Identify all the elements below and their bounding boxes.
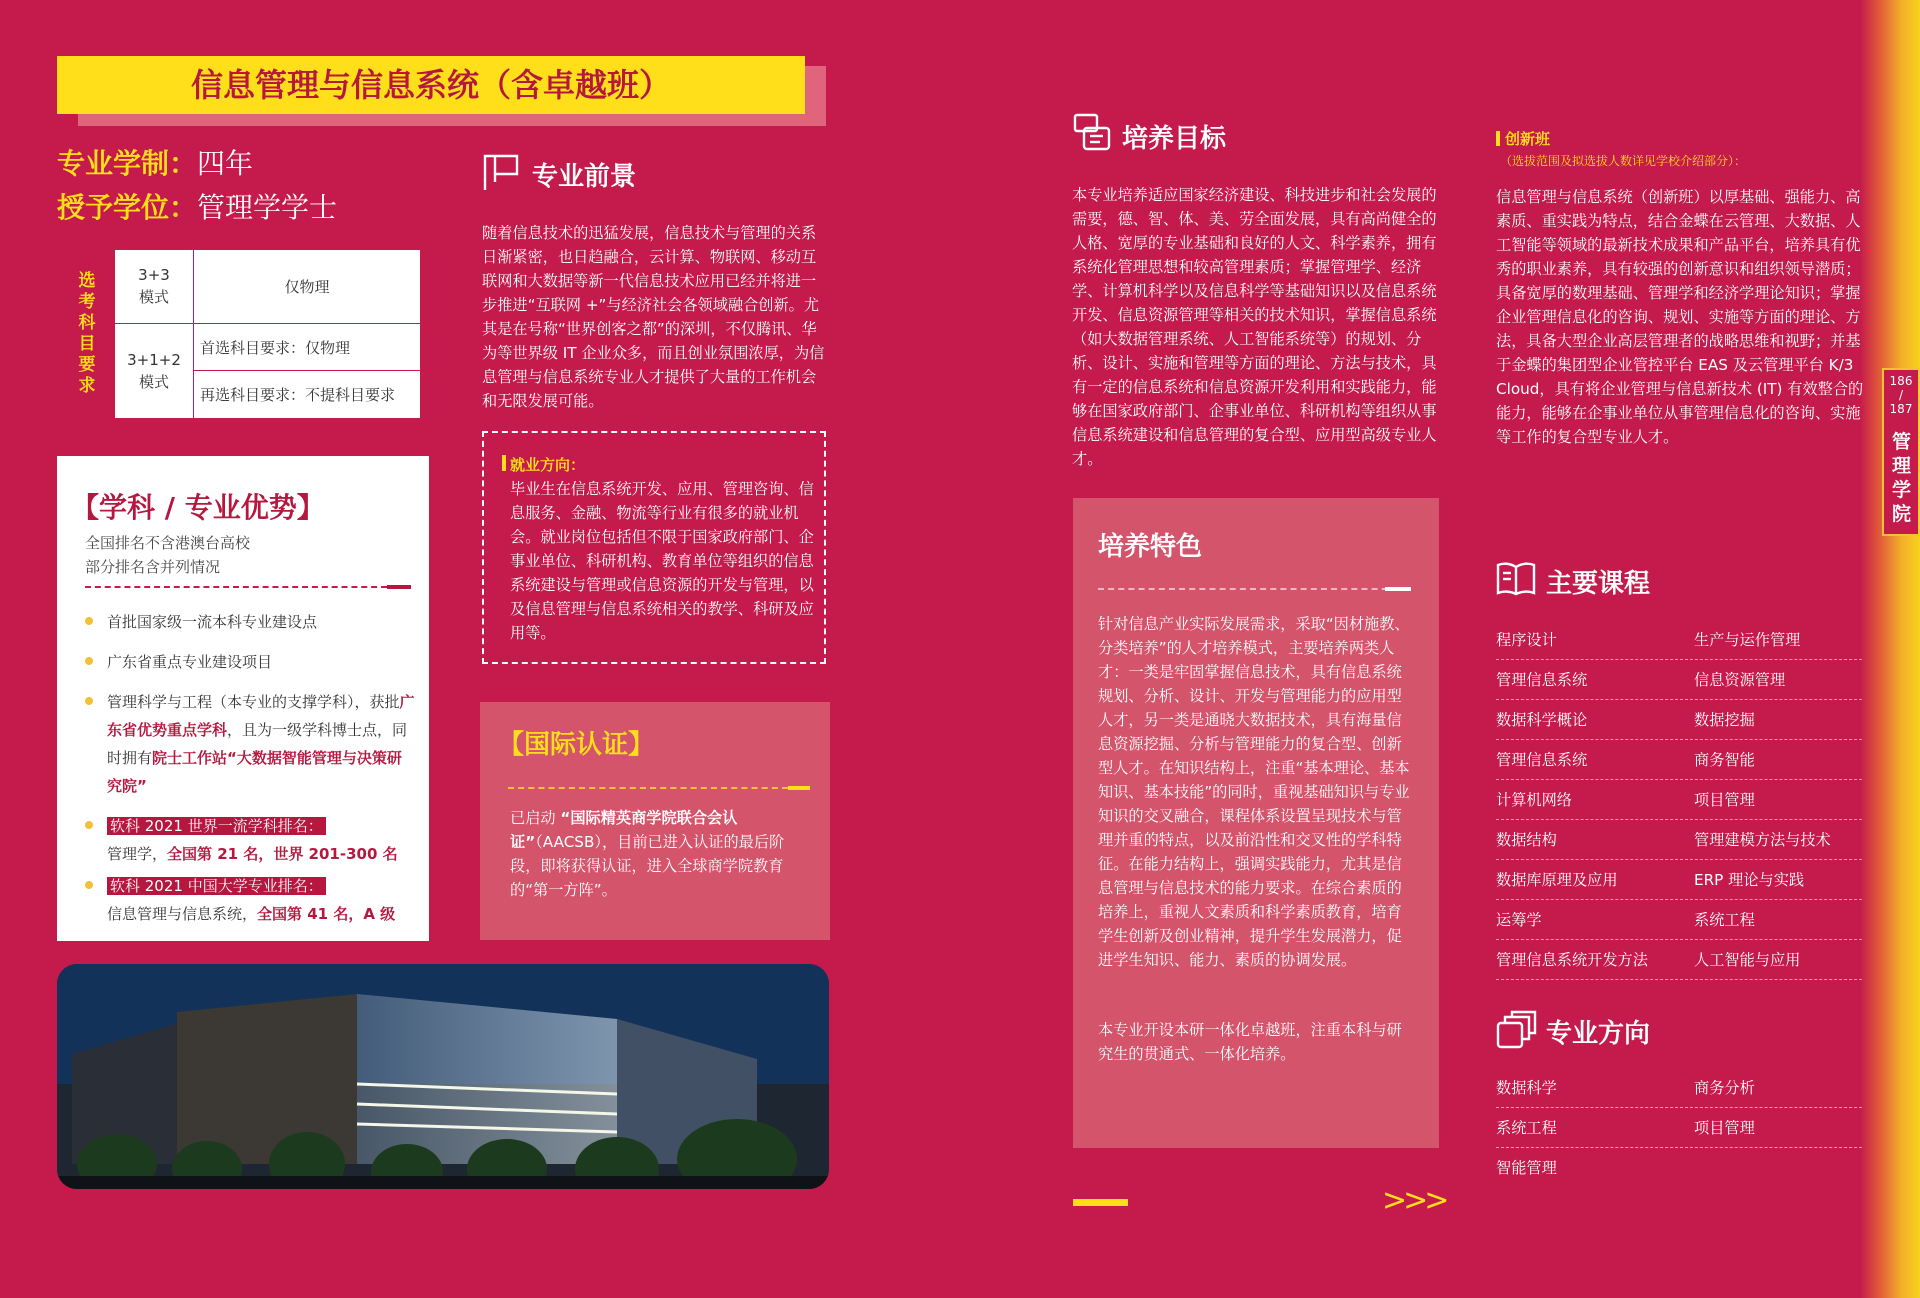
college-name: 管理学院	[1892, 431, 1912, 525]
ranking-china-value: 全国第 41 名，A 级	[257, 905, 396, 923]
course-item: 商务智能	[1694, 751, 1755, 769]
list-item	[85, 872, 415, 928]
features-heading: 培养特色	[1098, 532, 1203, 562]
employment-body: 毕业生在信息系统开发、应用、管理咨询、信息服务、金融、物流等行业有很多的就业机会。就业岗位包括但不限于国家政府部门、企事业单位、科研机构、教育单位等组织的信息系统建设与管理或信息资源的开发与管理，以及信息管理与信息系统相关的教学、科研及应用等。	[510, 480, 814, 642]
course-item: 数据科学概论	[1496, 711, 1588, 729]
advantage-3d: 院士工作站	[152, 749, 228, 767]
next-arrows-icon[interactable]: >>>	[1382, 1183, 1446, 1218]
goal-heading: 培养目标	[1122, 124, 1227, 154]
course-item: 数据库原理及应用	[1496, 871, 1618, 889]
table-row	[1496, 780, 1862, 820]
list-item	[85, 608, 415, 636]
page-title: 信息管理与信息系统（含卓越班）	[57, 56, 805, 114]
course-item: 数据结构	[1496, 831, 1557, 849]
advantages-subnote-2: 部分排名含并列情况	[85, 558, 221, 576]
innovation-body: 信息管理与信息系统（创新班）以厚基础、强能力、高素质、重实践为特点，结合金蝶在云管理、大数据、人工智能等领域的最新技术成果和产品平台，培养具有优秀的职业素养，具有较强的创新意识和组织领导潜质；具备宽厚的数理基础、管理学和经济学理论知识；掌握企业管理信息化的咨询、规划、实施等方面的理论、方法，具备大型企业高层管理者的战略思维和视野；并基于金蝶的集团型企业管控平台 EAS 及云管理平台 K/3 Cloud，具有将企业管理与信息新技术 (IT) 有效整合的能力，能够在企事业单位从事管理信息化的咨询、实施等工作的复合型专业人才。	[1496, 188, 1864, 446]
course-item: 运筹学	[1496, 911, 1542, 929]
subject-requirement-table	[57, 247, 423, 421]
list-item	[85, 648, 415, 676]
list-item	[85, 812, 415, 868]
features-body-1: 针对信息产业实际发展需求，采取“因材施教、分类培养”的人才培养模式，主要培养两类人才：一类是牢固掌握信息技术，具有信息系统规划、分析、设计、开发与管理能力的应用型人才，另一类是通晓大数据技术，具有海量信息资源挖掘、分析与管理能力的复合型、创新型人才。在知识结构上，注重“基本理论、基本知识、基本技能”的同时，重视基础知识与专业知识的交叉融合，课程体系设置呈现技术与管理并重的特点，以及前沿性和交叉性的学科特征。在能力结构上，强调实践能力，尤其是信息管理与信息技术的能力要求。在综合素质的培养上，重视人文素质和科学素质教育，培育学生创新及创业精神，提升学生发展潜力，促进学生知识、能力、素质的协调发展。	[1098, 615, 1410, 969]
advantage-3e: “大数据智能管理与决策研究院”	[107, 749, 402, 795]
advantage-3a: 管理科学与工程（本专业的支撑学科），获批	[107, 693, 400, 711]
advantages-list	[85, 608, 415, 940]
degree-line	[57, 186, 337, 226]
table-row	[1496, 700, 1862, 740]
course-item: 项目管理	[1694, 1119, 1755, 1137]
innovation-note: （选拔范围及拟选拔人数详见学校介绍部分）：	[1500, 154, 1747, 168]
divider-end	[1385, 587, 1411, 591]
intl-body	[510, 806, 812, 902]
book-icon	[1495, 559, 1537, 597]
course-item: 项目管理	[1694, 791, 1755, 809]
table-header-text: 选考科目要求	[78, 271, 96, 396]
layers-icon	[1495, 1009, 1537, 1049]
table-row	[1496, 740, 1862, 780]
goal-body: 本专业培养适应国家经济建设、科技进步和社会发展的需要，德、智、体、美、劳全面发展，具有高尚健全的人格、宽厚的专业基础和良好的人文、科学素养，拥有系统化管理思想和较高管理素质；掌握管理学、经济学、计算机科学以及信息科学等基础知识以及信息系统开发、信息资源管理等相关的技术知识，掌握信息系统（如大数据管理系统、人工智能系统等）的规划、分析、设计、实施和管理等方面的理论、方法与技术，具有一定的信息系统和信息资源开发利用和实践能力，能够在国家政府部门、企事业单位、科研机构等组织从事信息系统建设和信息管理的复合型、应用型高级专业人才。	[1072, 186, 1437, 468]
advantage-3b: 广东省优势重点学科	[107, 693, 415, 739]
innovation-label: 创新班	[1505, 130, 1551, 148]
table-row	[1496, 620, 1862, 660]
accent-bar	[1073, 1199, 1128, 1206]
advantages-heading: 【学科 / 专业优势】	[71, 491, 325, 524]
international-cert-panel	[480, 702, 830, 940]
label-marker	[1496, 131, 1500, 146]
divider-end	[788, 786, 810, 790]
advantages-subnote	[85, 531, 250, 579]
intl-bold: “国际精英商学院联合会认证”	[510, 809, 738, 851]
course-item: 信息资源管理	[1694, 671, 1786, 689]
course-item: 生产与运作管理	[1694, 631, 1801, 649]
duration-line	[57, 142, 253, 182]
courses-heading: 主要课程	[1546, 569, 1651, 599]
intl-heading: 【国际认证】	[498, 730, 655, 760]
course-item: 管理建模方法与技术	[1694, 831, 1831, 849]
course-item: 系统工程	[1694, 911, 1755, 929]
flag-icon	[481, 152, 521, 192]
mode2-first-requirement: 首选科目要求：仅物理	[194, 323, 421, 371]
table-row	[1496, 1068, 1862, 1108]
label-marker	[502, 455, 506, 471]
course-item: 人工智能与应用	[1694, 951, 1801, 969]
directions-heading: 专业方向	[1546, 1019, 1651, 1049]
advantage-2: 广东省重点专业建设项目	[107, 653, 273, 671]
advantages-subnote-1: 全国排名不含港澳台高校	[85, 534, 251, 552]
mode1-requirement: 仅物理	[194, 250, 421, 324]
table-row	[1496, 1148, 1862, 1187]
advantage-3c: ，且为一级学科博士点，同时拥有	[107, 721, 408, 767]
features-panel	[1073, 498, 1439, 1148]
table-row	[1496, 660, 1862, 700]
intl-post: （AACSB），目前已进入认证的最后阶段，即将获得认证，进入全球商学院教育的“第一方阵”。	[510, 833, 785, 899]
courses-grid	[1496, 620, 1862, 980]
ranking-world-field: 管理学，	[107, 845, 168, 863]
course-item: 智能管理	[1496, 1159, 1557, 1177]
table-row	[1496, 1108, 1862, 1148]
course-item: 管理信息系统开发方法	[1496, 951, 1648, 969]
table-header-cell	[60, 250, 115, 419]
degree-label: 授予学位：	[57, 191, 198, 224]
divider	[85, 586, 387, 588]
divider	[508, 787, 788, 789]
ranking-world-label: 软科 2021 世界一流学科排名：	[107, 817, 326, 835]
advantages-panel	[57, 456, 429, 941]
mode1-cell: 3+3 模式	[115, 250, 194, 324]
page-numbers: 186 / 187	[1889, 374, 1913, 416]
page-edge-gradient	[1860, 0, 1920, 1298]
course-item: 管理信息系统	[1496, 671, 1588, 689]
course-item: 系统工程	[1496, 1119, 1557, 1137]
intl-pre: 已启动	[510, 809, 561, 827]
table-row	[1496, 900, 1862, 940]
advantage-1: 首批国家级一流本科专业建设点	[107, 613, 318, 631]
course-item: ERP 理论与实践	[1694, 871, 1805, 889]
prospect-heading: 专业前景	[532, 162, 637, 192]
mode2-second-requirement: 再选科目要求：不提科目要求	[194, 371, 421, 419]
duration-label: 专业学制：	[57, 147, 198, 180]
course-item: 商务分析	[1694, 1079, 1755, 1097]
target-icon	[1072, 112, 1112, 152]
mode2-cell: 3+1+2 模式	[115, 323, 194, 418]
table-row	[1496, 820, 1862, 860]
table-row	[1496, 940, 1862, 980]
course-item: 数据科学	[1496, 1079, 1557, 1097]
course-item: 管理信息系统	[1496, 751, 1588, 769]
features-body-2: 本专业开设本研一体化卓越班，注重本科与研究生的贯通式、一体化培养。	[1098, 1021, 1402, 1063]
ranking-china-label: 软科 2021 中国大学专业排名：	[107, 877, 326, 895]
prospect-body: 随着信息技术的迅猛发展，信息技术与管理的关系日渐紧密，也日趋融合，云计算、物联网、移动互联网和大数据等新一代信息技术应用已经并将进一步推进“互联网 +”与经济社会各领域融合创新。尤其是在号称“世界创客之都”的深圳，不仅腾讯、华为等世界级 IT 企业众多，而且创业氛围浓厚，为信息管理与信息系统专业人才提供了大量的工作机会和无限发展可能。	[482, 224, 825, 410]
course-item: 程序设计	[1496, 631, 1557, 649]
employment-label: 就业方向：	[510, 456, 586, 474]
employment-box	[482, 431, 826, 664]
course-item: 计算机网络	[1496, 791, 1572, 809]
campus-building-photo	[57, 964, 829, 1189]
degree-value: 管理学学士	[197, 191, 338, 224]
divider-end	[387, 585, 411, 589]
chapter-tab[interactable]	[1882, 368, 1918, 536]
table-row	[1496, 860, 1862, 900]
course-item: 数据挖掘	[1694, 711, 1755, 729]
divider	[1098, 588, 1408, 590]
list-item	[85, 688, 415, 800]
ranking-china-field: 信息管理与信息系统，	[107, 905, 258, 923]
duration-value: 四年	[197, 147, 254, 180]
ranking-world-value: 全国第 21 名，世界 201-300 名	[167, 845, 398, 863]
directions-grid	[1496, 1068, 1862, 1187]
